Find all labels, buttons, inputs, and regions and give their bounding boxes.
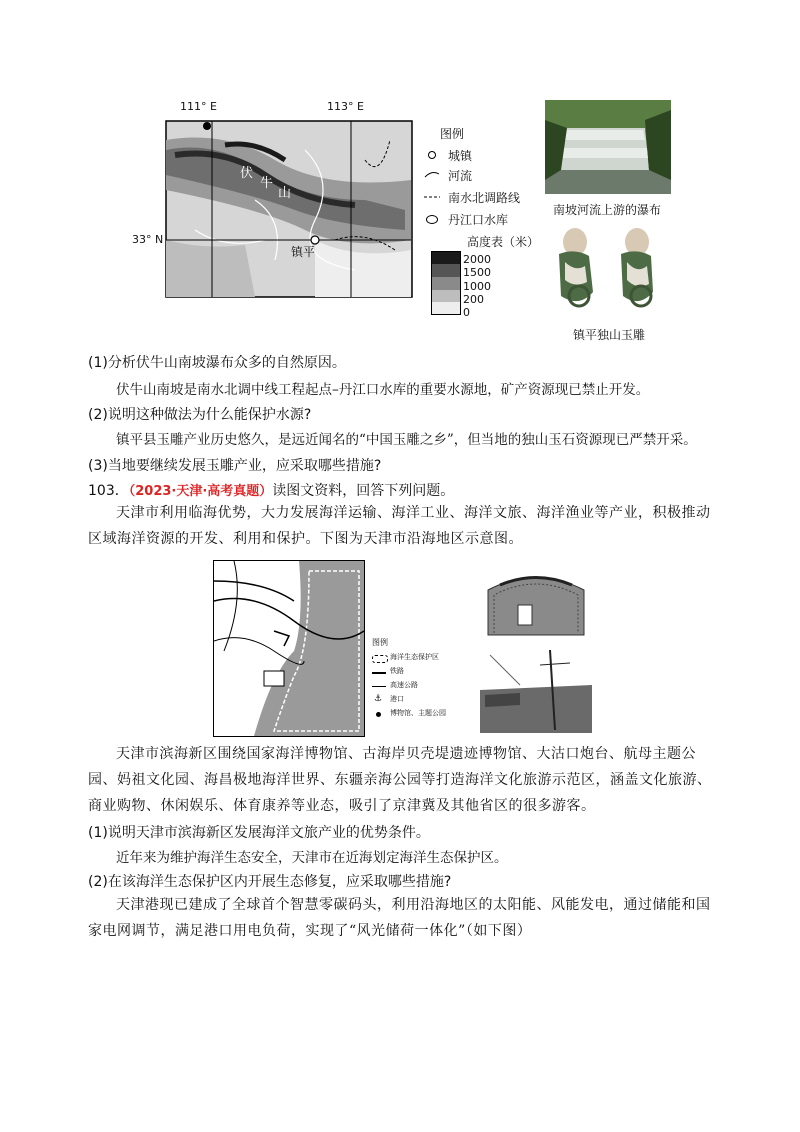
legend2-highway-label: 高速公路 — [390, 681, 418, 689]
paragraph-5: 近年来为维护海洋生态安全，天津市在近海划定海洋生态保护区。 — [116, 850, 508, 866]
paragraph-6: 天津港现已建成了全球首个智慧零碳码头，利用沿海地区的太阳能、风能发电，通过储能和国家电网调节，满足港口用电负荷，实现了“风光储荷一体化”（如下图） — [88, 897, 711, 939]
mountain-char-1: 伏 — [240, 166, 254, 181]
tianjin-map — [213, 560, 365, 737]
mountain-char-3: 山 — [278, 186, 292, 201]
question-5: (2)在该海洋生态保护区内开展生态修复，应采取哪些措施? — [88, 874, 452, 890]
map1 — [165, 100, 415, 300]
legend2-museum — [372, 708, 462, 722]
elev-val-0: 0 — [463, 306, 470, 319]
elev-bar — [431, 251, 461, 315]
anchor-icon: ⚓ — [374, 694, 383, 704]
elev-swatch-0 — [432, 302, 460, 314]
lon-left-label: 111° E — [180, 100, 217, 113]
museum-dot-icon — [376, 712, 381, 717]
question-2: (2)说明这种做法为什么能保护水源? — [88, 407, 312, 423]
elev-swatch-200 — [432, 290, 460, 302]
legend-reservoir — [424, 211, 544, 231]
paragraph-1: 伏牛山南坡是南水北调中线工程起点–丹江口水库的重要水源地，矿产资源现已禁止开发。 — [116, 382, 650, 398]
question-4: (1)说明天津市滨海新区发展海洋文旅产业的优势条件。 — [88, 825, 430, 841]
elev-swatch-1000 — [432, 277, 460, 290]
museum-photo — [480, 565, 592, 640]
legend-town-label: 城镇 — [448, 149, 473, 163]
legend2-highway — [372, 680, 462, 694]
question-1: (1)分析伏牛山南坡瀑布众多的自然原因。 — [88, 355, 346, 371]
protect-zone-icon — [372, 655, 388, 663]
legend-route — [424, 189, 544, 209]
reservoir-icon — [426, 215, 438, 224]
item-instruction: 读图文资料，回答下列问题。 — [272, 483, 455, 499]
legend2-port — [372, 694, 462, 708]
item-103-header — [88, 480, 454, 500]
paragraph-3: 天津市利用临海优势，大力发展海洋运输、海洋工业、海洋文旅、海洋渔业等产业，积极推动区域海洋资源的开发、利用和保护。下图为天津市沿海地区示意图。 — [88, 505, 711, 547]
waterfall-caption: 南坡河流上游的瀑布 — [553, 203, 662, 217]
tianjin-map-legend — [372, 637, 462, 722]
town-circle-icon — [428, 151, 436, 159]
elev-val-200: 200 — [463, 293, 484, 306]
elev-val-1000: 1000 — [463, 280, 491, 293]
route-dash-icon — [424, 195, 440, 199]
elev-val-2000: 2000 — [463, 253, 491, 266]
jade-carving-photo — [545, 222, 671, 318]
question-3: (3)当地要继续发展玉雕产业，应采取哪些措施? — [88, 458, 382, 474]
port-photo — [480, 645, 592, 733]
lon-right-label: 113° E — [327, 100, 364, 113]
legend-town — [424, 147, 544, 167]
legend-river-label: 河流 — [448, 169, 473, 183]
relief-map — [165, 120, 415, 300]
legend2-rail-label: 铁路 — [390, 667, 404, 675]
elev-val-1500: 1500 — [463, 266, 491, 279]
mountain-char-2: 牛 — [260, 176, 274, 191]
legend-route-label: 南水北调路线 — [448, 191, 521, 205]
item-source: （2023·天津·高考真题） — [128, 484, 273, 499]
jade-caption: 镇平独山玉雕 — [573, 328, 646, 342]
legend2-protect-label: 海洋生态保护区 — [390, 653, 439, 661]
paragraph-2: 镇平县玉雕产业历史悠久，是远近闻名的“中国玉雕之乡”，但当地的独山玉石资源现已严禁开采。 — [116, 432, 697, 448]
paragraph-4: 天津市滨海新区围绕国家海洋博物馆、古海岸贝壳堤遗迹博物馆、大沽口炮台、航母主题公园、妈祖文化园、海昌极地海洋世界、东疆亲海公园等打造海洋文化旅游示范区，涵盖文化旅游、商业购物、休闲娱乐、体育康养等业态，吸引了京津冀及其他省区的很多游客。 — [88, 746, 712, 814]
legend2-protect — [372, 652, 462, 666]
legend-river — [424, 167, 544, 187]
waterfall-photo — [545, 100, 671, 194]
railway-icon — [372, 672, 386, 674]
elev-swatch-2000 — [432, 252, 460, 264]
town-label: 镇平 — [291, 245, 316, 259]
legend-reservoir-label: 丹江口水库 — [448, 213, 509, 227]
lat-label: 33° N — [132, 233, 164, 246]
legend2-museum-label: 博物馆、主题公园 — [390, 709, 446, 717]
elev-title: 高度表（米） — [467, 235, 540, 249]
legend2-title: 图例 — [372, 638, 388, 647]
legend-title: 图例 — [440, 127, 465, 141]
river-line-icon — [424, 170, 440, 180]
elev-swatch-1500 — [432, 264, 460, 277]
highway-icon — [372, 686, 386, 687]
item-number: 103． — [88, 483, 129, 499]
legend2-port-label: 港口 — [390, 695, 404, 703]
legend2-rail — [372, 666, 462, 680]
